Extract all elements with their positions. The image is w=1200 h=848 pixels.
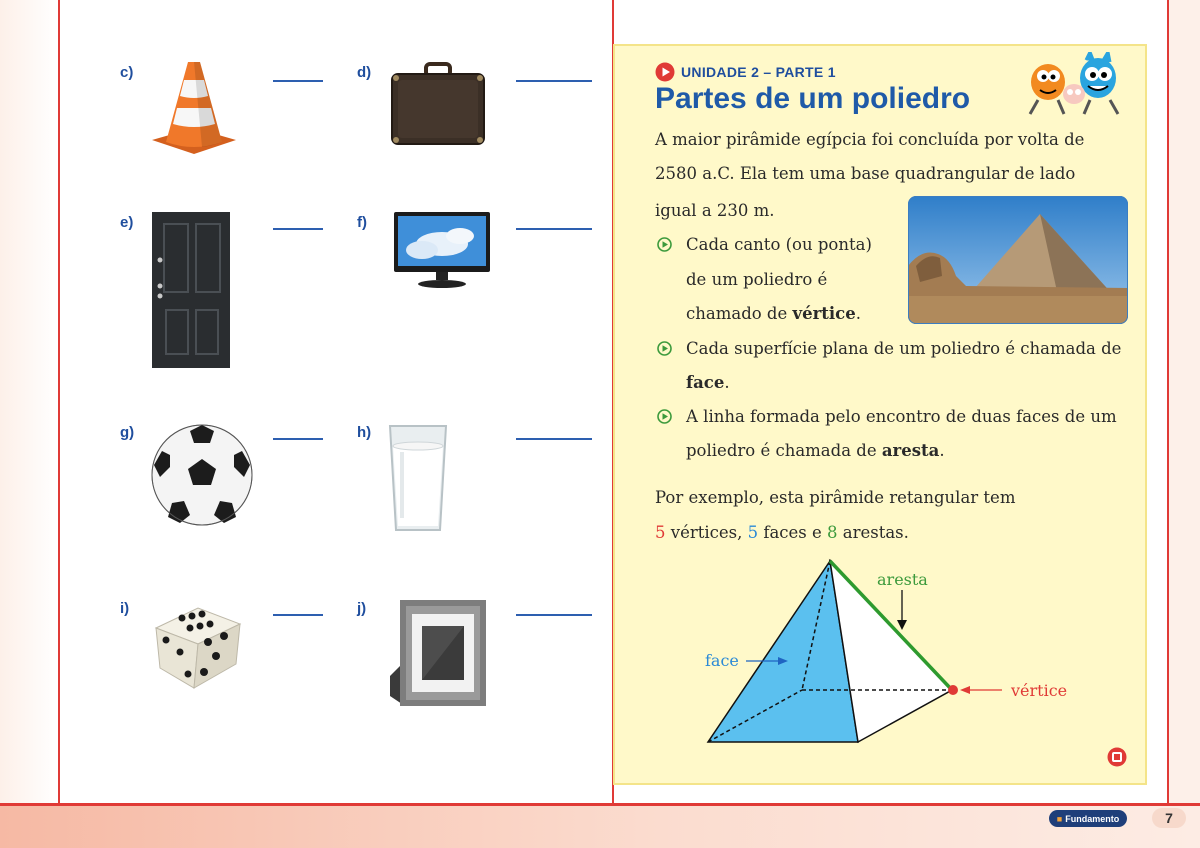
dice-image <box>152 602 244 690</box>
intro-line-1: A maior pirâmide egípcia foi concluída por volta de <box>655 130 1085 149</box>
cartoon-characters-icon <box>1024 52 1124 118</box>
item-label-g: g) <box>120 424 135 441</box>
bullet2-line-2: face. <box>686 373 730 392</box>
page-margin-right <box>1169 0 1200 805</box>
suitcase-image <box>388 60 488 150</box>
answer-blank-d[interactable] <box>516 80 592 82</box>
page-title: Partes de um poliedro <box>655 82 971 115</box>
brand-logo <box>1049 810 1127 827</box>
intro-line-3: igual a 230 m. <box>655 201 775 220</box>
play-icon <box>655 62 675 82</box>
answer-blank-j[interactable] <box>516 614 592 616</box>
term-aresta: aresta <box>881 441 940 460</box>
bullet2-line-1: Cada superfície plana de um poliedro é chamada de <box>686 339 1122 358</box>
item-label-j: j) <box>357 600 367 617</box>
face-count: 5 <box>747 523 759 542</box>
brand-mark-icon: ■ <box>1056 813 1063 824</box>
television-image <box>392 210 492 290</box>
door-image <box>152 212 230 368</box>
right-border-line <box>1167 0 1169 805</box>
footer-band <box>0 805 1200 848</box>
item-label-c: c) <box>120 64 134 81</box>
page-margin-left <box>0 0 58 805</box>
bullet-arrow-icon <box>657 237 672 252</box>
bullet-arrow-icon <box>657 341 672 356</box>
unit-header <box>655 62 836 82</box>
footer-line <box>0 803 1200 806</box>
item-label-d: d) <box>357 64 372 81</box>
bullet1-line-3: chamado de vértice. <box>686 304 861 323</box>
label-aresta: aresta <box>877 570 928 589</box>
bullet3-line-1: A linha formada pelo encontro de duas faces de um <box>686 407 1117 426</box>
traffic-cone-image <box>150 58 238 156</box>
stop-icon <box>1107 747 1127 767</box>
answer-blank-h[interactable] <box>516 438 592 440</box>
intro-line-2: 2580 a.C. Ela tem uma base quadrangular de lado <box>655 164 1076 183</box>
answer-blank-g[interactable] <box>273 438 323 440</box>
bullet1-line-1: Cada canto (ou ponta) <box>686 235 872 254</box>
example-line-1: Por exemplo, esta pirâmide retangular tem <box>655 488 1016 507</box>
answer-blank-e[interactable] <box>273 228 323 230</box>
glass-of-milk-image <box>388 422 448 536</box>
term-face: face <box>686 373 725 392</box>
item-label-i: i) <box>120 600 130 617</box>
bullet3-line-2: poliedro é chamada de aresta. <box>686 441 945 460</box>
answer-blank-i[interactable] <box>273 614 323 616</box>
picture-frame-image <box>388 598 488 710</box>
page-number: 7 <box>1152 808 1186 828</box>
example-line-2: 5 vértices, 5 faces e 8 arestas. <box>655 523 909 542</box>
pyramid-photo <box>908 196 1128 324</box>
bullet-arrow-icon <box>657 409 672 424</box>
item-label-e: e) <box>120 214 134 231</box>
item-label-f: f) <box>357 214 367 231</box>
label-vertice: vértice <box>1011 681 1068 700</box>
term-vertice: vértice <box>792 304 856 323</box>
brand-name: Fundamento <box>1065 813 1120 824</box>
answer-blank-c[interactable] <box>273 80 323 82</box>
left-border-line <box>58 0 60 805</box>
answer-blank-f[interactable] <box>516 228 592 230</box>
vertex-count: 5 <box>655 523 666 542</box>
edge-count: 8 <box>827 523 838 542</box>
bullet1-line-2: de um poliedro é <box>686 270 828 289</box>
label-face: face <box>705 651 739 670</box>
item-label-h: h) <box>357 424 372 441</box>
soccer-ball-image <box>150 423 254 527</box>
unit-label: UNIDADE 2 – PARTE 1 <box>681 64 836 80</box>
